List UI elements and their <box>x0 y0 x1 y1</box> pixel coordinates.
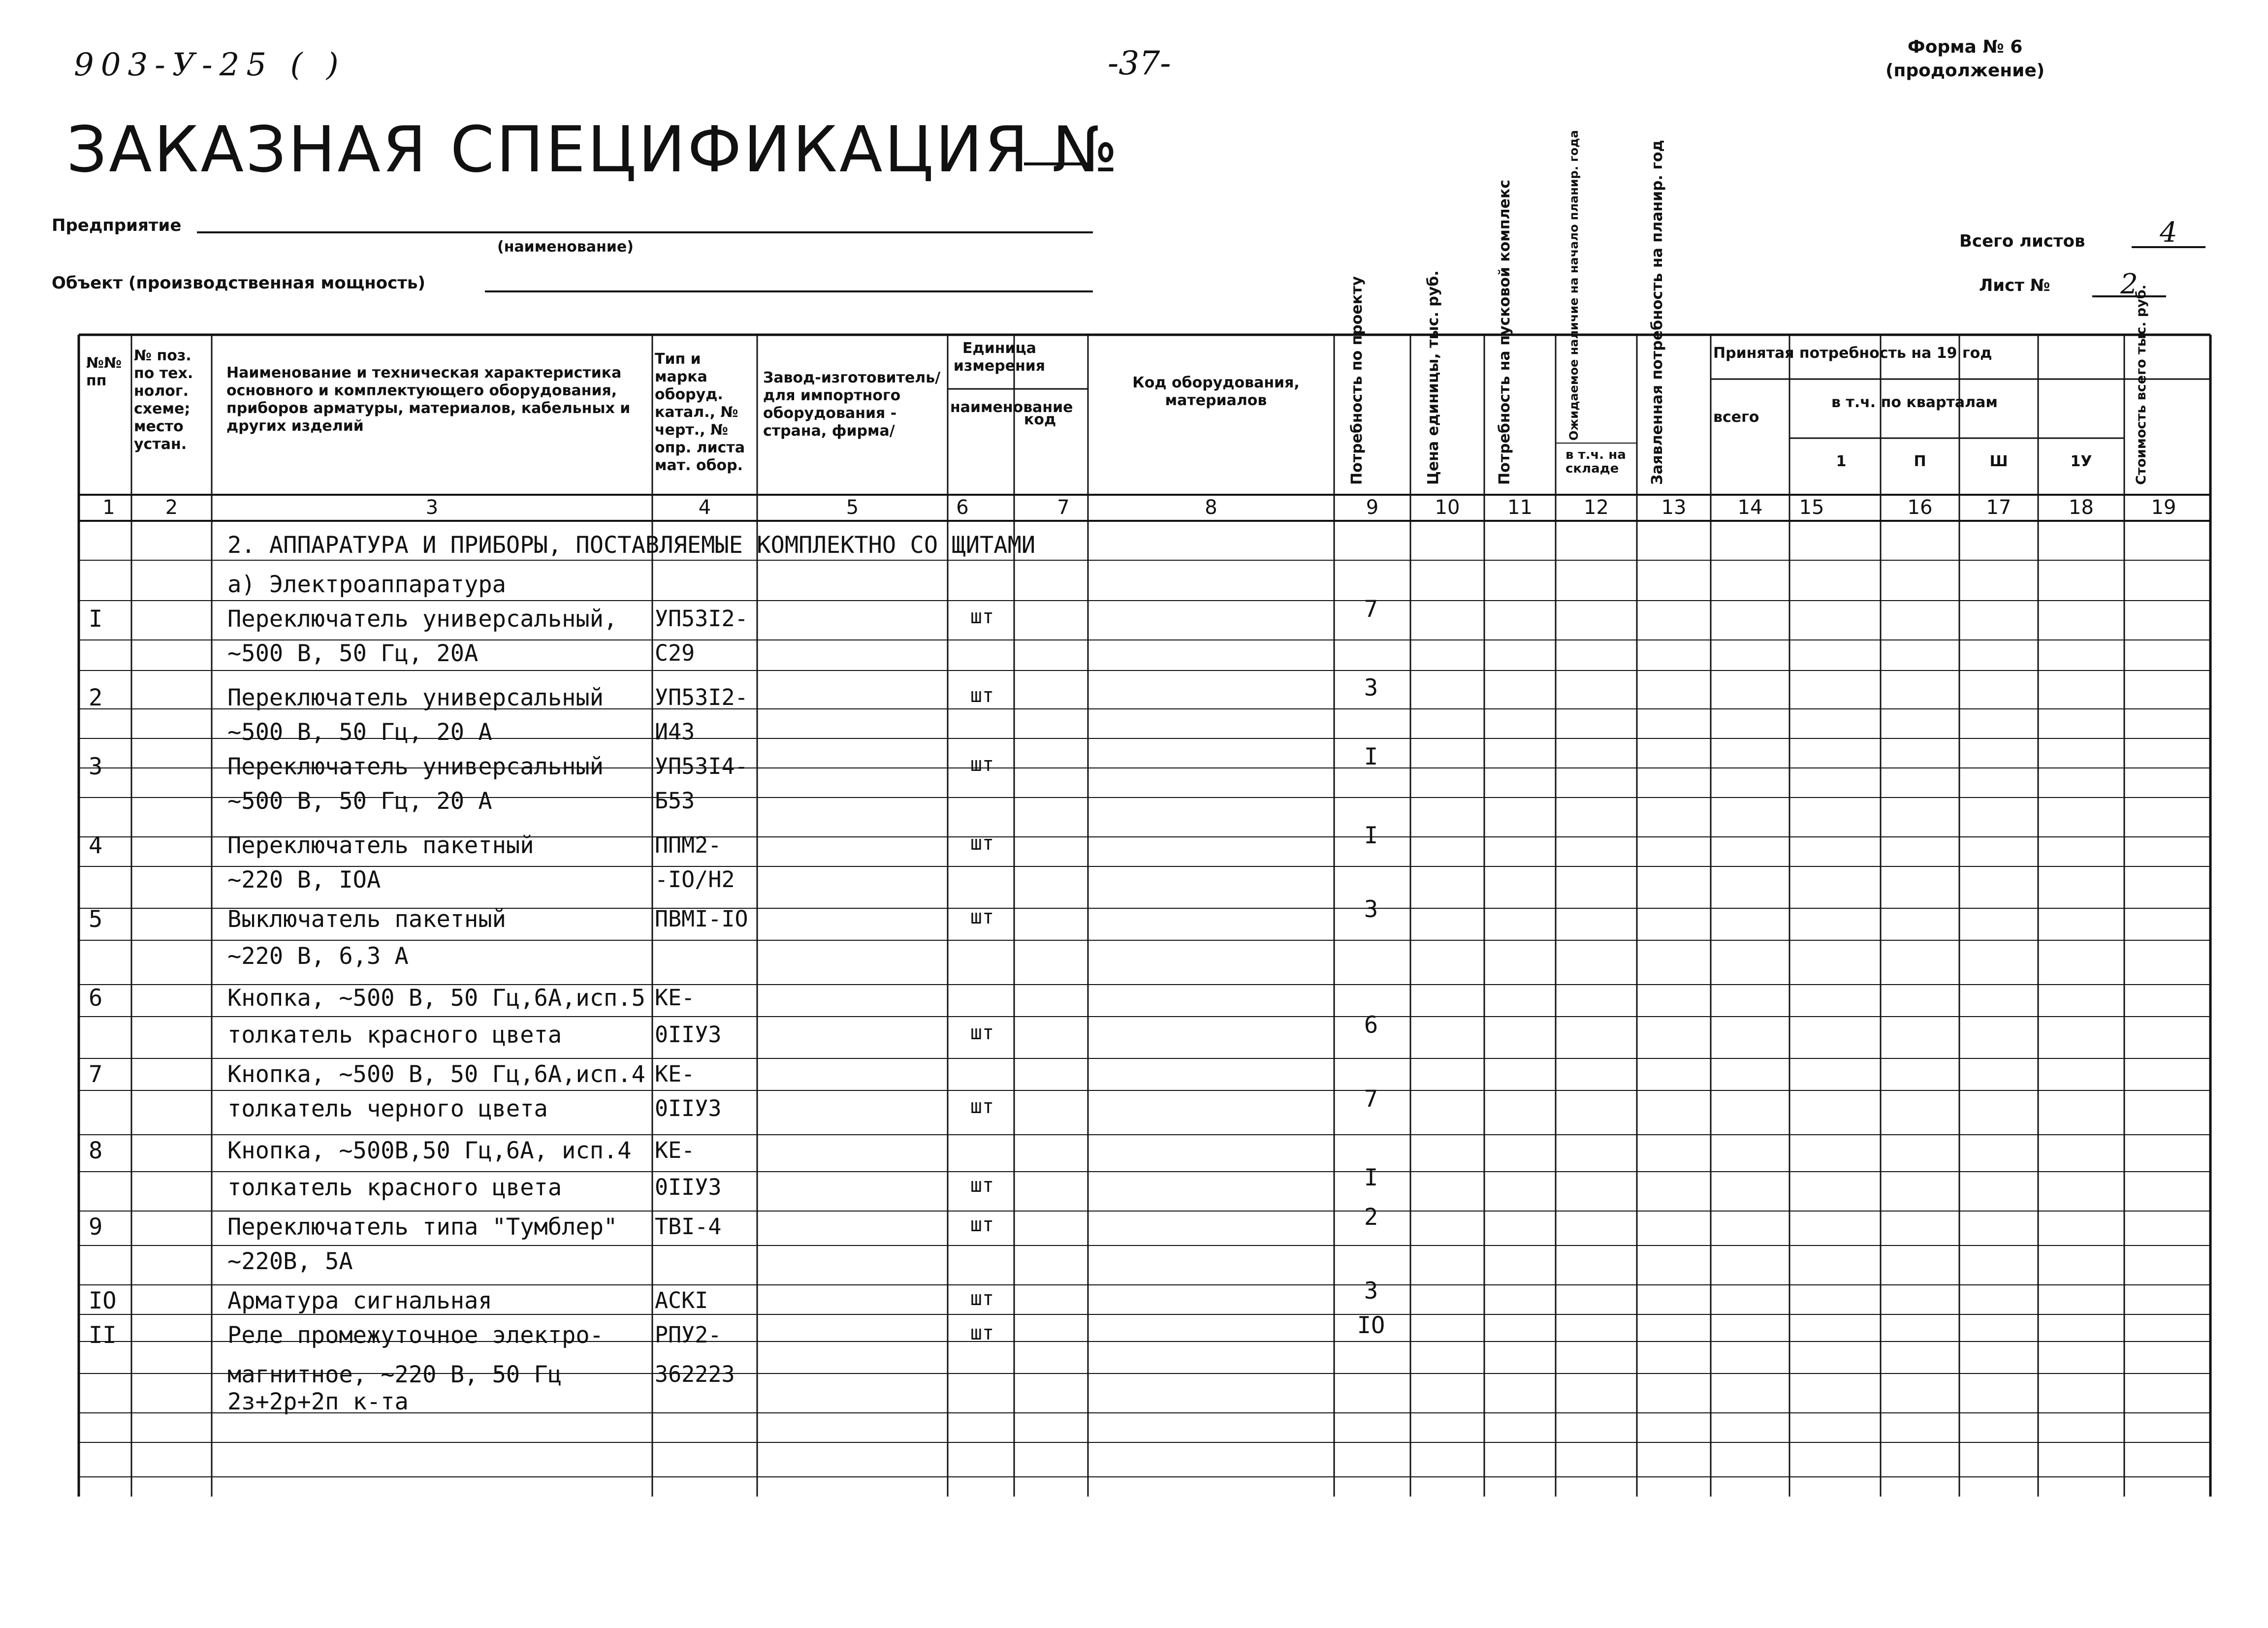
row-name: Кнопка, ~500 В, 50 Гц,6А,исп.5 <box>227 985 645 1012</box>
col-header-4: Тип и марка оборуд. катал., № черт., № опр. листа мат. обор. <box>655 351 745 474</box>
col-number-1: 1 <box>102 496 115 519</box>
row-unit: шт <box>970 684 994 707</box>
col-header-11: Потребность на пусковой комплекс <box>1496 180 1513 485</box>
row-name: магнитное, ~220 В, 50 Гц <box>227 1361 562 1388</box>
enterprise-label: Предприятие <box>52 216 182 235</box>
sheets-total-value: 4 <box>2160 217 2177 249</box>
row-type: РПУ2- <box>655 1322 722 1348</box>
sheet-number-value: 2 <box>2120 268 2138 300</box>
row-number: 7 <box>89 1061 103 1088</box>
col-number-17: 17 <box>1986 496 2012 519</box>
col-header-q1: 1 <box>1836 453 1847 470</box>
row-type: С29 <box>655 640 695 666</box>
row-type: АСКI <box>655 1287 708 1313</box>
row-number: IO <box>89 1287 117 1314</box>
col-number-2: 2 <box>165 496 178 519</box>
row-name: Кнопка, ~500 В, 50 Гц,6А,исп.4 <box>227 1061 645 1088</box>
col-number-8: 8 <box>1205 496 1217 519</box>
col-header-accepted-group: Принятая потребность на 19 год <box>1713 345 1992 362</box>
row-quantity: IO <box>1357 1312 1385 1339</box>
row-name: ~500 В, 50 Гц, 20 А <box>227 788 492 815</box>
row-name: Переключатель пакетный <box>227 832 534 859</box>
row-name: Переключатель типа "Тумблер" <box>227 1213 618 1241</box>
row-name: Кнопка, ~500В,50 Гц,6А, исп.4 <box>227 1137 632 1164</box>
row-quantity: I <box>1364 743 1378 770</box>
row-type: УП53I2- <box>655 684 748 710</box>
col-header-13: Заявленная потребность на планир. год <box>1649 140 1666 485</box>
row-number: 3 <box>89 753 103 780</box>
col-header-12-top: Ожидаемое наличие на начало планир. года <box>1567 130 1581 441</box>
row-type: Б53 <box>655 788 695 814</box>
row-number: I <box>89 606 103 633</box>
col-number-4: 4 <box>698 496 711 519</box>
row-name: ~220 В, IOA <box>227 866 381 894</box>
col-header-quarters-group: в т.ч. по кварталам <box>1831 394 1998 411</box>
col-header-unit-group: Единица измерения <box>953 340 1046 375</box>
col-number-16: 16 <box>1907 496 1933 519</box>
col-header-7: код <box>1024 411 1056 428</box>
row-type: ПВМI-IO <box>655 906 748 932</box>
col-header-1: №№ пп <box>86 354 122 389</box>
sheet-number-label: Лист № <box>1979 276 2050 295</box>
row-unit: шт <box>970 1095 994 1118</box>
row-type: КЕ- <box>655 1061 695 1087</box>
row-type: 0IIУ3 <box>655 1095 722 1121</box>
row-name: ~220В, 5А <box>227 1248 353 1275</box>
col-header-14: всего <box>1713 409 1759 426</box>
col-header-8: Код оборудования, материалов <box>1132 374 1300 409</box>
col-number-9: 9 <box>1366 496 1379 519</box>
row-name: ~220 В, 6,3 А <box>227 943 409 970</box>
row-quantity: 6 <box>1364 1012 1378 1039</box>
col-header-q3: Ш <box>1989 453 2008 470</box>
row-type: ТВI-4 <box>655 1213 722 1240</box>
row-name: толкатель красного цвета <box>227 1174 562 1201</box>
row-quantity: 3 <box>1364 674 1378 702</box>
row-quantity: 7 <box>1364 1085 1378 1113</box>
row-name: ~500 В, 50 Гц, 20 А <box>227 719 492 746</box>
row-type: 0IIУ3 <box>655 1174 722 1200</box>
row-type: 362223 <box>655 1361 735 1387</box>
col-number-7: 7 <box>1057 496 1070 519</box>
page-number: -37- <box>1108 44 1171 82</box>
row-number: II <box>89 1322 117 1349</box>
row-type: КЕ- <box>655 1137 695 1163</box>
col-header-q2: П <box>1914 453 1926 470</box>
row-unit: шт <box>970 1213 994 1236</box>
col-number-11: 11 <box>1507 496 1533 519</box>
row-name: Арматура сигнальная <box>227 1287 492 1314</box>
sheets-total-label: Всего листов <box>1959 231 2085 251</box>
row-unit: шт <box>970 832 994 855</box>
row-number: 9 <box>89 1213 103 1241</box>
col-header-12-bottom: в т.ч. на складе <box>1565 447 1626 476</box>
row-unit: шт <box>970 906 994 928</box>
col-number-18: 18 <box>2069 496 2094 519</box>
col-header-10: Цена единицы, тыс. руб. <box>1425 270 1442 485</box>
col-header-q4: 1У <box>2070 453 2092 470</box>
enterprise-hint: (наименование) <box>497 238 634 255</box>
col-number-15: 15 <box>1799 496 1824 519</box>
row-number: 6 <box>89 985 103 1012</box>
col-number-3: 3 <box>425 496 439 519</box>
row-type: УП53I2- <box>655 606 748 632</box>
row-unit: шт <box>970 1287 994 1310</box>
col-number-19: 19 <box>2151 496 2176 519</box>
col-header-19: Стоимость всего тыс. руб. <box>2134 285 2149 485</box>
row-name: Реле промежуточное электро- <box>227 1322 604 1349</box>
col-header-3: Наименование и техническая характеристика основного и комплектующего оборудования, приборов арматуры, материалов, кабельных и других изделий <box>226 364 631 435</box>
row-unit: шт <box>970 753 994 776</box>
row-unit: шт <box>970 1322 994 1344</box>
row-name: Переключатель универсальный <box>227 753 604 780</box>
row-name: Переключатель универсальный, <box>227 606 618 633</box>
row-type: ППМ2- <box>655 832 722 858</box>
row-quantity: 2 <box>1364 1204 1378 1231</box>
row-unit: шт <box>970 606 994 628</box>
document-code: 903-У-25 ( ) <box>74 47 346 83</box>
form-number: Форма № 6 <box>1907 37 2023 57</box>
row-name: Переключатель универсальный <box>227 684 604 711</box>
row-name: ~500 В, 50 Гц, 20А <box>227 640 479 667</box>
row-quantity: 3 <box>1364 896 1378 923</box>
row-number: 4 <box>89 832 103 859</box>
row-quantity: I <box>1364 1164 1378 1191</box>
form-continuation: (продолжение) <box>1885 61 2045 81</box>
row-unit: шт <box>970 1021 994 1044</box>
col-header-6: наименование <box>950 399 1073 416</box>
row-name: 2з+2р+2п к-та <box>227 1388 409 1415</box>
row-quantity: 7 <box>1364 596 1378 623</box>
col-number-5: 5 <box>846 496 859 519</box>
col-header-5: Завод-изготовитель/для импортного оборудования - страна, фирма/ <box>763 369 941 440</box>
row-number: 5 <box>89 906 103 933</box>
col-number-10: 10 <box>1435 496 1460 519</box>
row-type: КЕ- <box>655 985 695 1011</box>
row-unit: шт <box>970 1174 994 1197</box>
page-title: ЗАКАЗНАЯ СПЕЦИФИКАЦИЯ № <box>66 113 1120 187</box>
row-type: УП53I4- <box>655 753 748 779</box>
col-header-2: № поз. по тех. нолог. схеме; место устан. <box>134 347 193 453</box>
row-type: 0IIУ3 <box>655 1021 722 1048</box>
col-number-12: 12 <box>1584 496 1609 519</box>
col-number-14: 14 <box>1737 496 1763 519</box>
row-type: И43 <box>655 719 695 745</box>
row-name: Выключатель пакетный <box>227 906 506 933</box>
row-name: толкатель красного цвета <box>227 1021 562 1049</box>
section-heading: 2. АППАРАТУРА И ПРИБОРЫ, ПОСТАВЛЯЕМЫЕ КОМПЛЕКТНО СО ЩИТАМИ <box>227 532 1036 559</box>
col-number-13: 13 <box>1661 496 1687 519</box>
col-number-6: 6 <box>956 496 969 519</box>
row-number: 2 <box>89 684 103 711</box>
col-header-9: Потребность по проекту <box>1348 276 1366 485</box>
row-name: толкатель черного цвета <box>227 1095 548 1122</box>
row-type: -IO/Н2 <box>655 866 735 893</box>
section-subheading: а) Электроаппаратура <box>227 571 506 598</box>
object-label: Объект (производственная мощность) <box>52 273 426 293</box>
row-quantity: I <box>1364 822 1378 849</box>
row-number: 8 <box>89 1137 103 1164</box>
row-quantity: 3 <box>1364 1277 1378 1305</box>
